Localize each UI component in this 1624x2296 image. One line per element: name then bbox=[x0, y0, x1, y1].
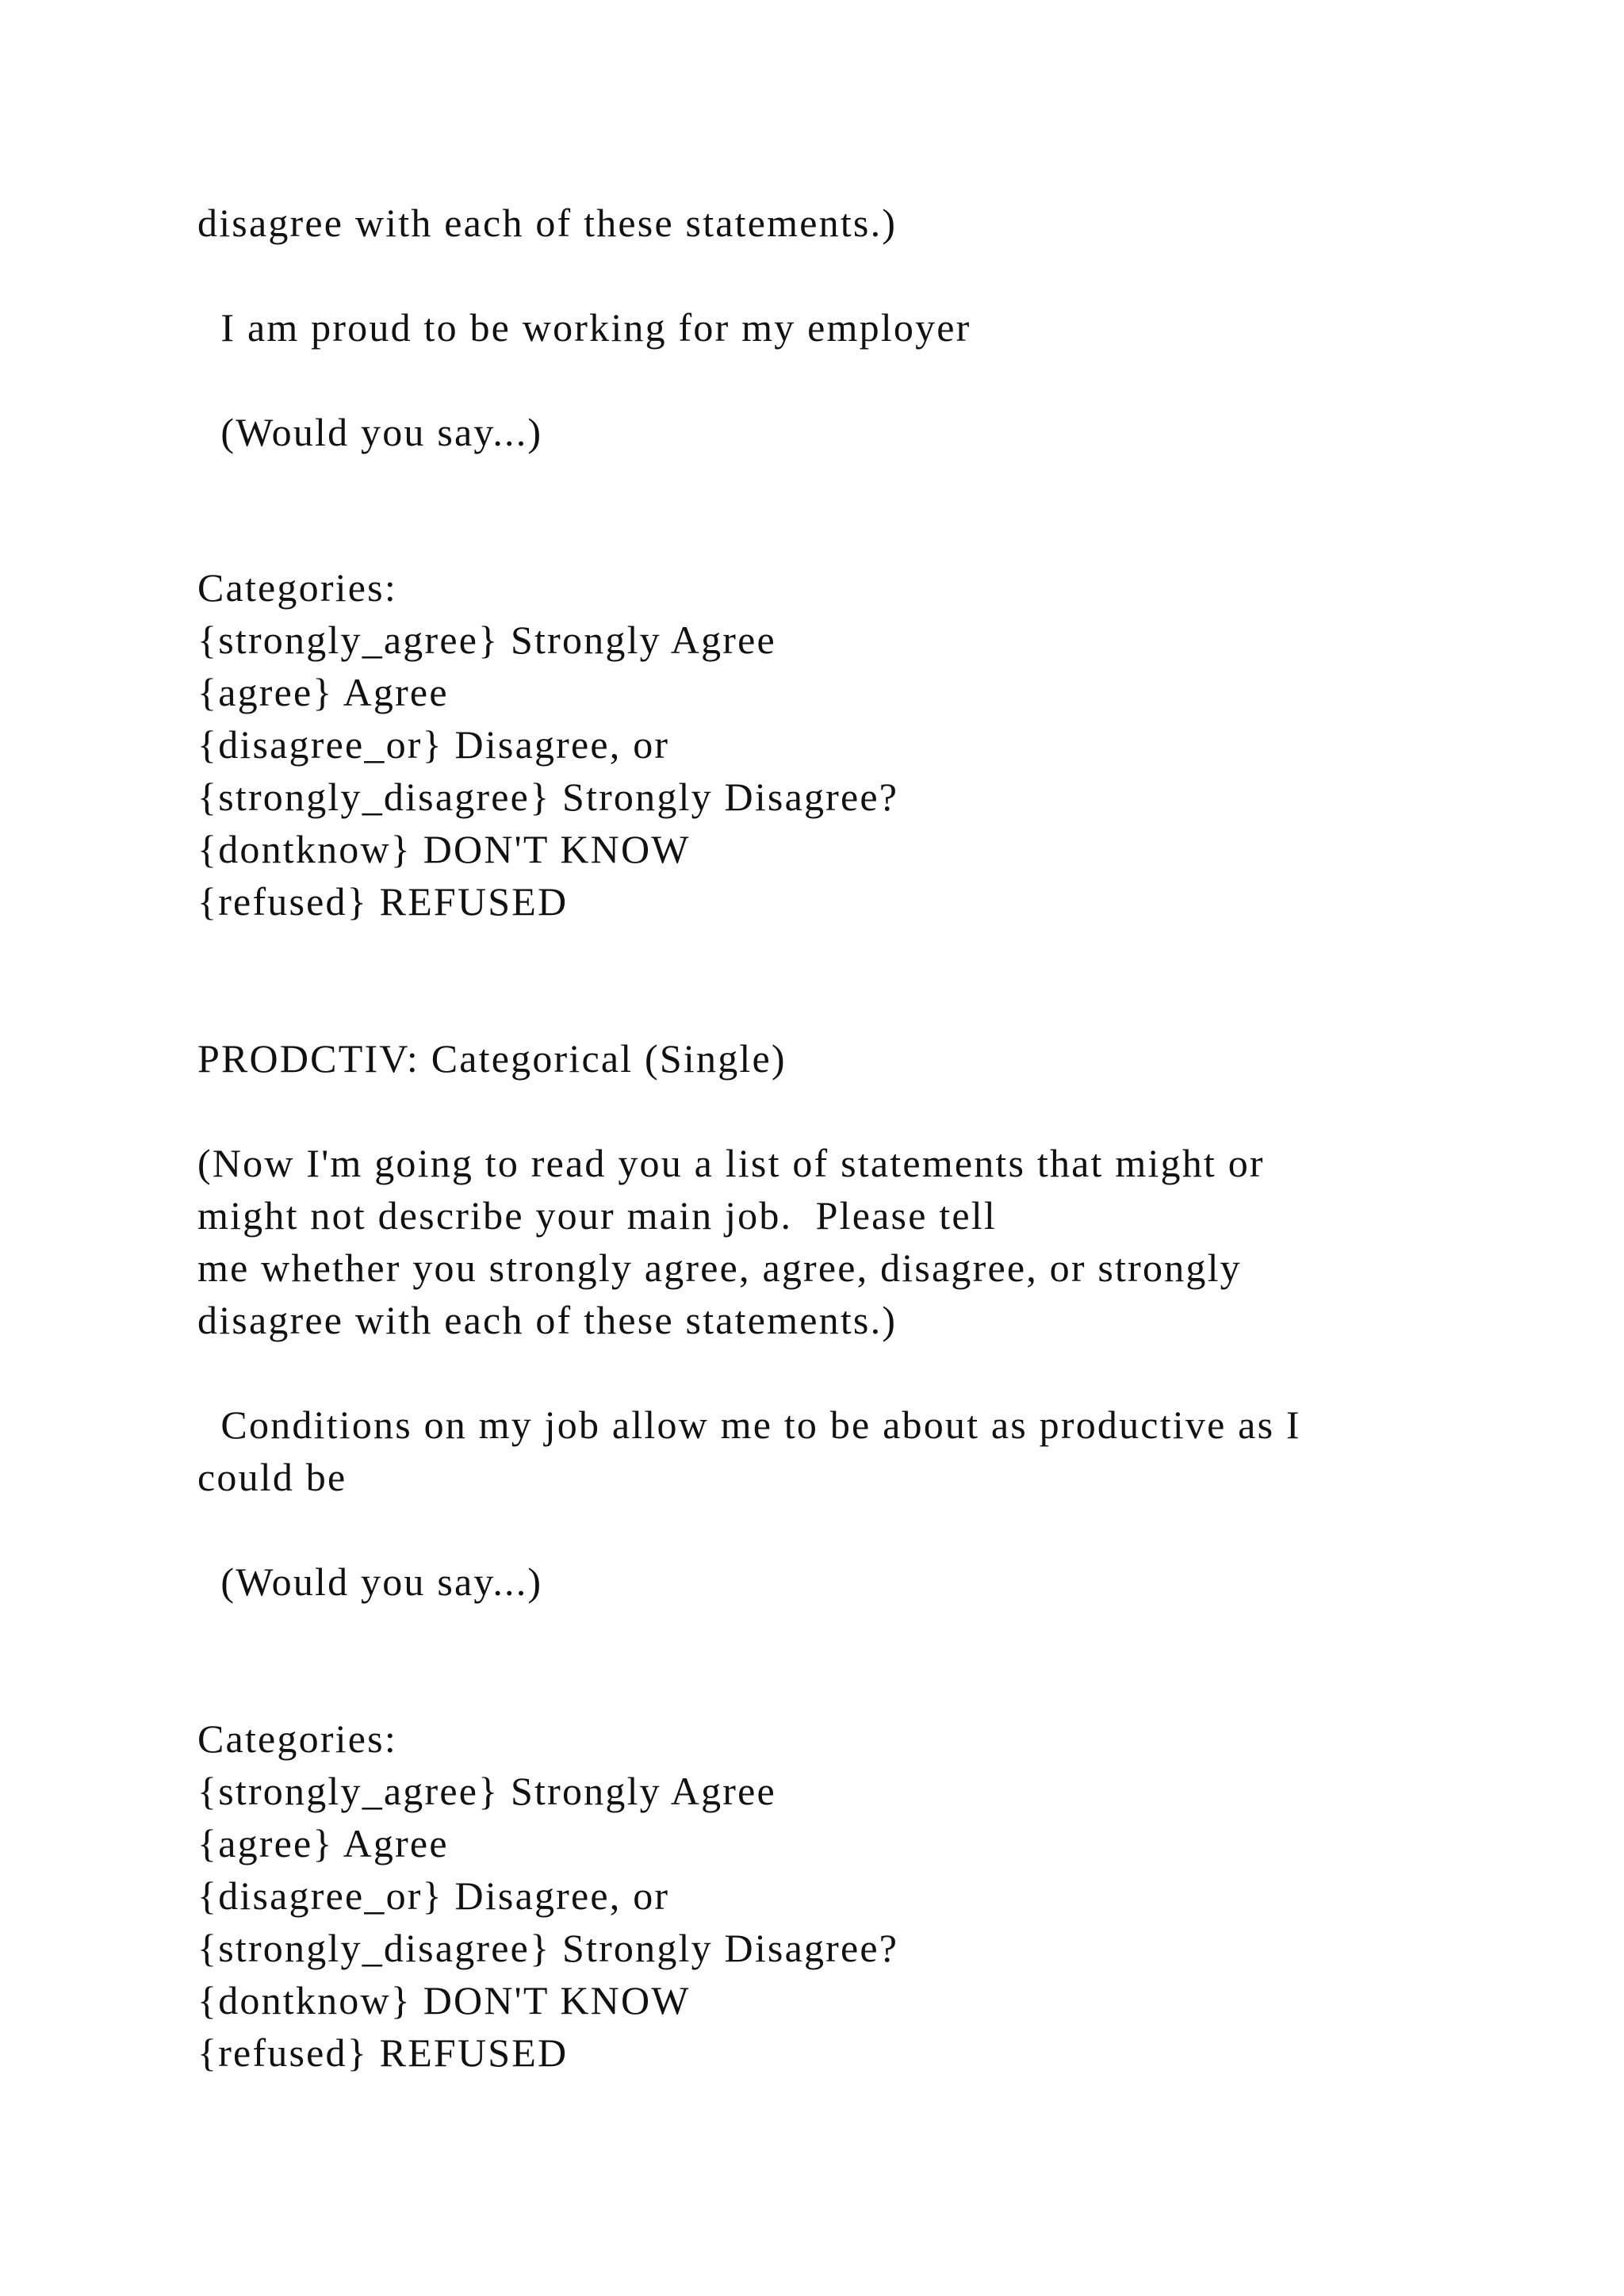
category-disagree-or-2: {disagree_or} Disagree, or bbox=[197, 1873, 670, 1918]
category-dontknow-1: {dontknow} DON'T KNOW bbox=[197, 827, 691, 871]
question-statement-productive-1: Conditions on my job allow me to be about as productive as I bbox=[197, 1402, 1301, 1447]
question-statement-proud: I am proud to be working for my employer bbox=[197, 305, 971, 350]
question-statement-productive-2: could be bbox=[197, 1455, 347, 1499]
instruction-line-3: me whether you strongly agree, agree, disagree, or strongly bbox=[197, 1246, 1242, 1290]
categories-heading-1: Categories: bbox=[197, 565, 397, 610]
category-refused-1: {refused} REFUSED bbox=[197, 879, 569, 924]
instruction-line-1: (Now I'm going to read you a list of statements that might or bbox=[197, 1141, 1265, 1185]
question-prompt-2: (Would you say...) bbox=[197, 1559, 543, 1604]
categories-heading-2: Categories: bbox=[197, 1716, 397, 1761]
intro-instruction-end-1: disagree with each of these statements.) bbox=[197, 201, 898, 245]
category-strongly-agree-1: {strongly_agree} Strongly Agree bbox=[197, 618, 776, 662]
instruction-line-2: might not describe your main job. Please tell bbox=[197, 1193, 997, 1238]
category-refused-2: {refused} REFUSED bbox=[197, 2030, 569, 2075]
category-agree-1: {agree} Agree bbox=[197, 670, 449, 714]
category-dontknow-2: {dontknow} DON'T KNOW bbox=[197, 1978, 691, 2022]
instruction-line-4: disagree with each of these statements.) bbox=[197, 1298, 898, 1342]
category-strongly-agree-2: {strongly_agree} Strongly Agree bbox=[197, 1769, 776, 1813]
category-strongly-disagree-1: {strongly_disagree} Strongly Disagree? bbox=[197, 775, 899, 819]
category-agree-2: {agree} Agree bbox=[197, 1821, 449, 1866]
category-strongly-disagree-2: {strongly_disagree} Strongly Disagree? bbox=[197, 1926, 899, 1970]
question-prompt-1: (Would you say...) bbox=[197, 410, 543, 454]
variable-heading-prodctiv: PRODCTIV: Categorical (Single) bbox=[197, 1036, 787, 1081]
category-disagree-or-1: {disagree_or} Disagree, or bbox=[197, 722, 670, 767]
